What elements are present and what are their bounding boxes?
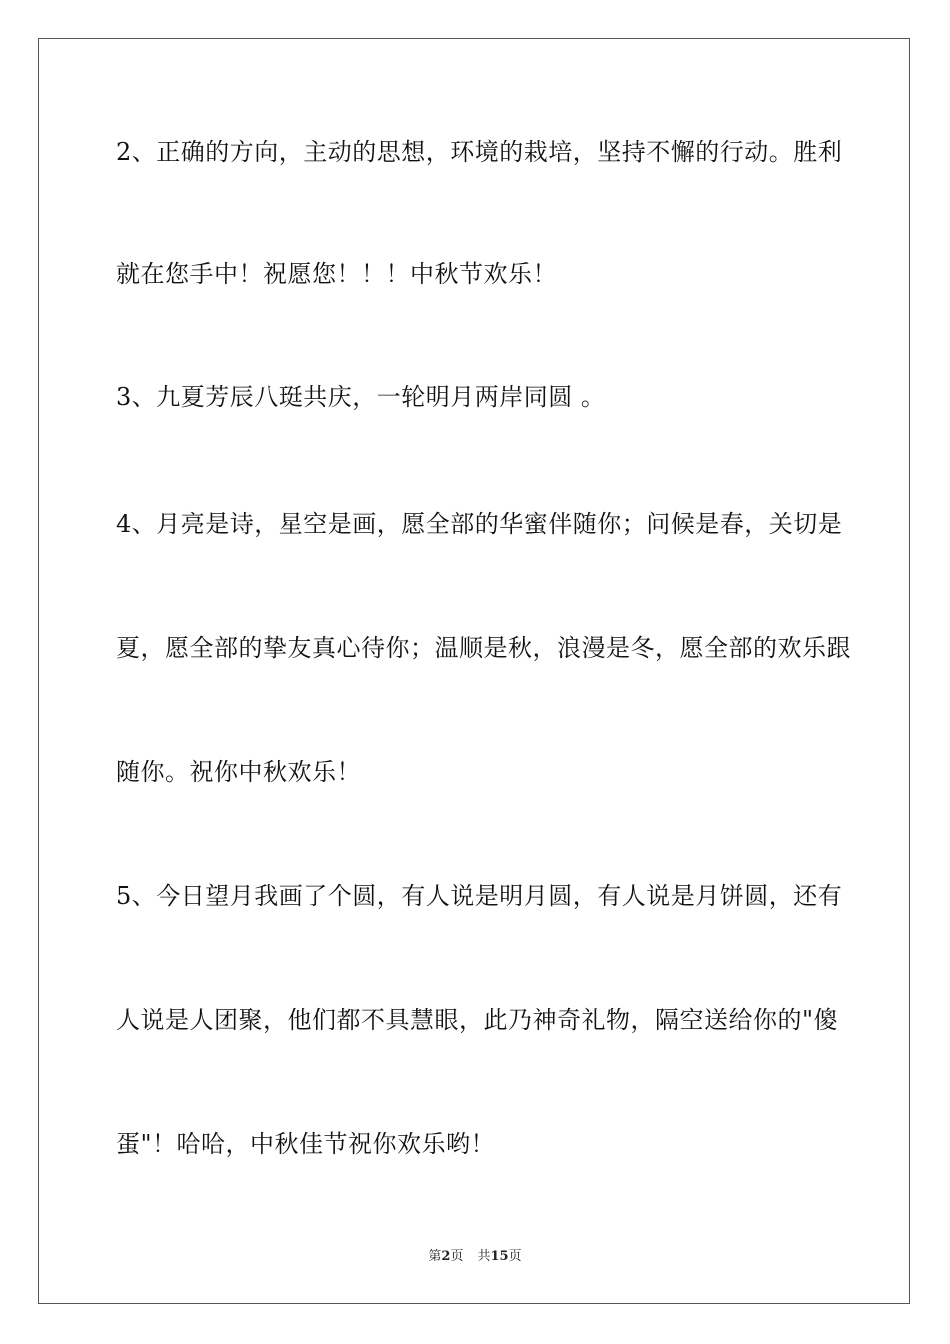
text-line-2: 就在您手中！祝愿您！！！中秋节欢乐！ [116, 260, 557, 288]
page-number: 2 [441, 1249, 451, 1264]
text-line-5: 夏，愿全部的挚友真心待你；温顺是秋，浪漫是冬，愿全部的欢乐跟 [116, 634, 851, 662]
page-prefix: 第 [428, 1249, 442, 1264]
page-suffix: 页 [450, 1249, 464, 1264]
text-line-7: 5、今日望月我画了个圆，有人说是明月圆，有人说是月饼圆，还有 [116, 882, 843, 910]
text-line-9: 蛋"！哈哈，中秋佳节祝你欢乐哟！ [116, 1130, 496, 1158]
page-border [38, 38, 910, 1304]
total-pages: 15 [490, 1249, 509, 1264]
total-prefix: 共 [477, 1249, 491, 1264]
text-line-6: 随你。祝你中秋欢乐！ [116, 758, 361, 786]
total-suffix: 页 [508, 1249, 522, 1264]
text-line-4: 4、月亮是诗，星空是画，愿全部的华蜜伴随你；问候是春，关切是 [116, 510, 843, 538]
page-footer [0, 1248, 950, 1266]
text-line-1: 2、正确的方向，主动的思想，环境的栽培，坚持不懈的行动。胜利 [116, 138, 843, 166]
text-line-3: 3、九夏芳辰八珽共庆，一轮明月两岸同圆 。 [116, 383, 606, 411]
text-line-8: 人说是人团聚，他们都不具慧眼，此乃神奇礼物，隔空送给你的"傻 [116, 1006, 839, 1034]
